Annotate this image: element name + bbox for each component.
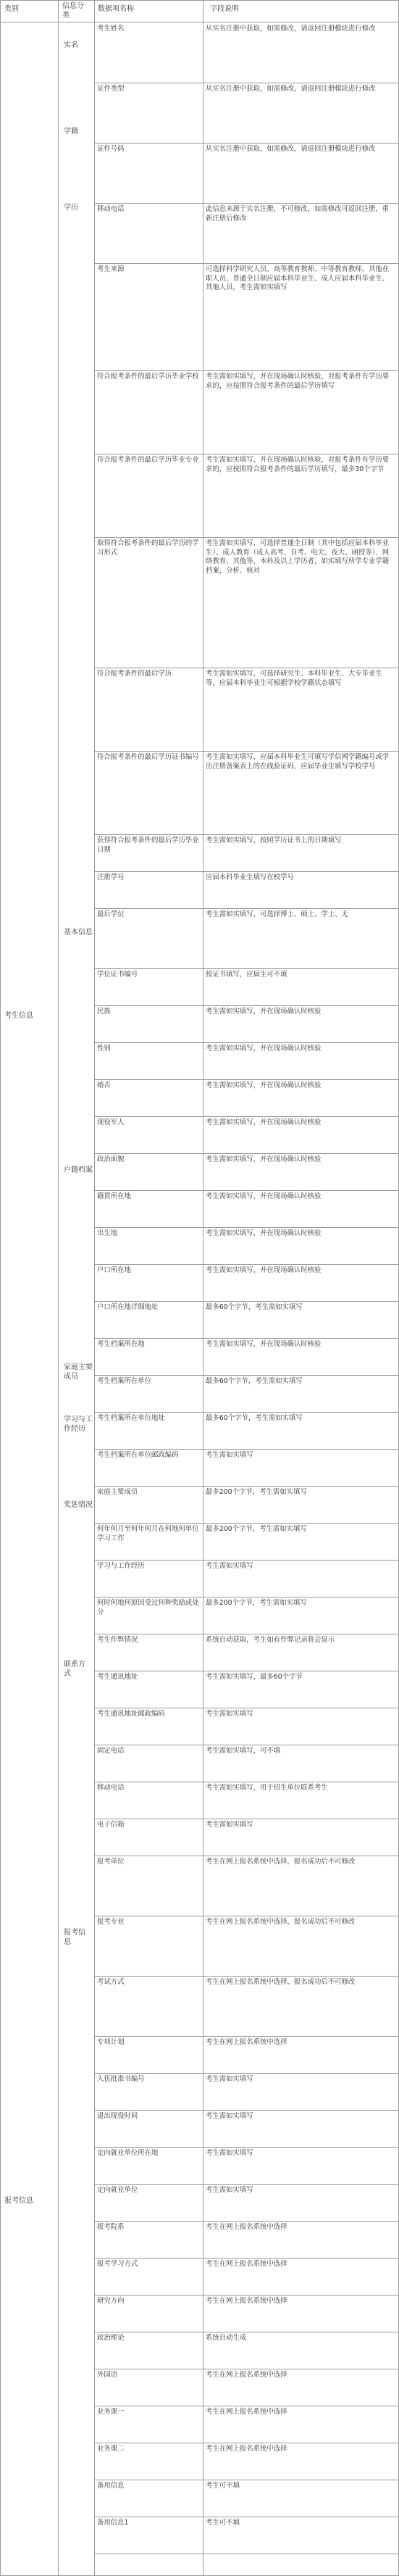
field-description-cell: 考生需如实填写，并在现场确认时核验，对报考条件有学历要求的，应按照符合报考条件的最后学历填写，最多30个字节: [206, 456, 390, 473]
field-description-cell: 最多200个字节，考生需如实填写: [206, 1525, 307, 1533]
header-description: 字段说明: [210, 5, 239, 13]
grid-line: [94, 537, 399, 538]
field-description-cell: 应届本科毕业生填写在校学号: [206, 873, 294, 881]
field-name-cell: 考生档案所在单位地址: [97, 1414, 165, 1422]
field-name-cell: 报考学习方式: [97, 2260, 138, 2268]
field-name-cell: 籍贯所在地: [97, 1192, 131, 1200]
field-name-cell: 考生通讯地址: [97, 1673, 138, 1681]
field-name-cell: 固定电话: [97, 1747, 125, 1755]
field-description-cell: 考生需如实填写: [206, 2075, 253, 2083]
field-description-cell: 考生需如实填写，最多60个字节: [206, 1673, 303, 1681]
field-description-cell: 最多60个字节，考生需如实填写: [206, 1377, 303, 1385]
field-description-cell: 考生需如实填写，并在现场确认时核验: [206, 1007, 322, 1015]
field-description-cell: 考生在网上报名系统中选择，报名成功后不可修改: [206, 1918, 356, 1926]
category-study-work: 学习与工作经历: [64, 1416, 93, 1433]
grid-line: [94, 1264, 399, 1265]
header-info-class: 信息分类: [62, 2, 84, 20]
grid-line: [94, 1338, 399, 1339]
field-name-cell: 户口所在地详细地址: [97, 1303, 159, 1311]
field-name-cell: 学位证书编号: [97, 971, 138, 979]
grid-line: [94, 1486, 399, 1487]
field-description-cell: 考生需如实填写: [206, 2186, 253, 2194]
field-description-cell: 考生需如实填写，并在现场确认时核验: [206, 1081, 322, 1089]
field-description-cell: 考生需如实填写，并在现场确认时核验: [206, 1192, 322, 1200]
grid-line: [94, 1227, 399, 1228]
field-description-cell: 考生可不填: [206, 2519, 240, 2527]
grid-line: [94, 1412, 399, 1413]
field-name-cell: 最后学位: [97, 910, 125, 918]
field-description-cell: 考生需如实填写，并在现场确认时核验: [206, 1155, 322, 1163]
field-name-cell: 婚否: [97, 1081, 111, 1089]
field-description-cell: 考生在网上报名系统中选择，报名成功后不可修改: [206, 1858, 356, 1866]
field-name-cell: 民族: [97, 1007, 111, 1015]
grid-line: [94, 1079, 399, 1080]
field-name-cell: 报考专业: [97, 1918, 125, 1926]
field-name-cell: 备用信息1: [97, 2519, 129, 2527]
field-name-cell: 考生档案所在地: [97, 1340, 145, 1348]
grid-line: [94, 2110, 399, 2111]
grid-line: [94, 2258, 399, 2259]
field-description-cell: 系统自动生成: [206, 2334, 247, 2342]
field-description-cell: 考生在网上报名系统中选择: [206, 2408, 287, 2416]
field-description-cell: 考生在网上报名系统中选择: [206, 2445, 287, 2453]
grid-line: [94, 2073, 399, 2074]
grid-line: [94, 2036, 399, 2037]
field-description-cell: 此信息来源于实名注册，不可修改，如需修改可返回注册，重新注册后修改: [206, 205, 390, 223]
grid-line: [94, 263, 399, 264]
grid-line: [94, 1976, 399, 1977]
field-description-cell: 考生可不填: [206, 2482, 240, 2490]
field-description-cell: 考生需如实填写: [206, 2149, 253, 2157]
field-description-cell: 考生需如实填写，并在现场确认时核验: [206, 1229, 322, 1237]
grid-line: [0, 0, 399, 1]
field-name-cell: 何年何月至何年何月在何地何单位学习工作: [97, 1525, 199, 1542]
field-name-cell: 移动电话: [97, 1784, 125, 1792]
field-name-cell: 备用信息: [97, 2482, 125, 2490]
category-basic-info: 基本信息: [64, 928, 93, 936]
field-description-cell: 考生需如实填写，可选择普通全日制（其中包括应届本科毕业生）、成人教育（成人高考、自考、电大、夜大、函授等）、网络教育、其他等，本科及以上学历者，如实填写所学专业学籍档案，分析、核对: [206, 539, 390, 576]
category-family: 家庭主要成员: [64, 1363, 93, 1381]
field-name-cell: 电子信箱: [97, 1821, 125, 1829]
grid-line: [94, 0, 95, 2576]
field-name-cell: 符合报考条件的最后学历毕业专业: [97, 456, 199, 464]
category-household: 户籍档案: [64, 1166, 93, 1174]
field-name-cell: 报考单位: [97, 1858, 125, 1866]
field-description-cell: 从实名注册中获取，如需修改，请返回注册模块进行修改: [206, 145, 376, 153]
grid-line: [94, 1116, 399, 1117]
field-name-cell: 考生通讯地址邮政编码: [97, 1710, 165, 1718]
field-name-cell: 注册学号: [97, 873, 125, 881]
category-registration: 报考信息: [64, 1929, 85, 1946]
field-name-cell: 业务课一: [97, 2408, 125, 2416]
grid-line: [94, 2147, 399, 2148]
field-name-cell: 户口所在地: [97, 1266, 131, 1274]
field-name-cell: 家庭主要成员: [97, 1488, 138, 1496]
section-exam-info: 考生信息: [4, 1012, 33, 1020]
field-name-cell: 报考院系: [97, 2223, 125, 2231]
grid-line: [94, 1190, 399, 1191]
grid-line: [94, 1301, 399, 1302]
field-name-cell: 符合报考条件的最后学历毕业学校: [97, 373, 199, 381]
grid-line: [94, 1523, 399, 1524]
category-reward-punish: 奖惩情况: [64, 1501, 93, 1509]
field-description-cell: 最多60个字节，考生需如实填写: [206, 1414, 303, 1422]
grid-line: [94, 370, 399, 371]
field-description-cell: 考生需如实填写: [206, 1562, 253, 1570]
field-description-cell: 考生在网上报名系统中选择: [206, 2297, 287, 2305]
category-education: 学历: [64, 204, 78, 212]
field-description-cell: 考生需如实填写，并在现场确认时核验: [206, 1340, 322, 1348]
grid-line: [94, 203, 399, 204]
field-name-cell: 考生作弊情况: [97, 1636, 138, 1644]
field-description-cell: 考生需如实填写: [206, 1710, 253, 1718]
field-description-cell: 考生需如实填写，按照学历证书上的日期填写: [206, 836, 342, 844]
grid-line: [94, 1560, 399, 1561]
field-name-cell: 证件类型: [97, 85, 125, 93]
grid-line: [58, 0, 59, 2576]
field-name-cell: 专项计划: [97, 2038, 125, 2046]
field-name-cell: 获得符合报考条件的最后学历毕业日期: [97, 836, 199, 854]
field-description-cell: 最多60个字节，考生需如实填写: [206, 1303, 303, 1311]
field-name-cell: 政治理论: [97, 2334, 125, 2342]
section-registration-info: 报考信息: [4, 2197, 33, 2205]
field-description-cell: 系统自动获取，考生如有作弊记录将会显示: [206, 1636, 335, 1644]
grid-line: [94, 1005, 399, 1006]
grid-line: [94, 1042, 399, 1043]
header-category: 类别: [4, 5, 19, 13]
grid-line: [94, 1375, 399, 1376]
field-name-cell: 研究方向: [97, 2297, 125, 2305]
grid-line: [94, 2184, 399, 2185]
field-description-cell: 考生在网上报名系统中选择: [206, 2038, 287, 2046]
grid-line: [94, 834, 399, 835]
field-description-cell: 从实名注册中获取，如需修改，请返回注册模块进行修改: [206, 25, 376, 33]
field-description-cell: 最多200个字节，考生需如实填写: [206, 1599, 307, 1607]
field-description-cell: 考生需如实填写，可选择博士、硕士、学士、无: [206, 910, 348, 918]
field-name-cell: 入伍批准书编号: [97, 2075, 145, 2083]
field-description-cell: 从实名注册中获取，如需修改，请返回注册模块进行修改: [206, 85, 376, 93]
field-name-cell: 取得符合报考条件的最后学历的学习形式: [97, 539, 199, 557]
field-description-cell: 考生需如实填写: [206, 1821, 253, 1829]
field-description-cell: 考生在网上报名系统中选择: [206, 2260, 287, 2268]
field-name-cell: 业务课二: [97, 2445, 125, 2453]
field-name-cell: 退出现役时间: [97, 2112, 138, 2120]
grid-line: [94, 908, 399, 909]
field-description-cell: 最多200个字节，考生需如实填写: [206, 1488, 307, 1496]
field-description-cell: 考生需如实填写，并在现场确认时核验，对报考条件有学历要求的，应按照符合报考条件的最后学历填写: [206, 373, 390, 390]
field-name-cell: 移动电话: [97, 205, 125, 213]
field-name-cell: 定向就业单位所在地: [97, 2149, 159, 2157]
field-description-cell: 考生需如实填写，并在现场确认时核验: [206, 1044, 322, 1052]
field-description-cell: 按证书填写，应届生可不填: [206, 971, 287, 979]
category-real-name: 实名: [64, 41, 78, 49]
field-description-cell: 可选择科学研究人员、高等教育教师、中等教育教师、其他在职人员、普通全日制应届本科毕业生、成人应届本科毕业生、其他人员，考生需如实填写: [206, 265, 390, 292]
category-contact: 联系方式: [64, 1661, 85, 1678]
grid-line: [94, 871, 399, 872]
field-name-cell: 政治面貌: [97, 1155, 125, 1163]
field-description-cell: 考生需如实填写，可不填: [206, 1747, 281, 1755]
field-name-cell: 考试方式: [97, 1978, 125, 1986]
field-name-cell: 证件号码: [97, 145, 125, 153]
grid-line: [94, 1449, 399, 1450]
grid-line: [94, 143, 399, 144]
field-name-cell: 考生档案所在单位邮政编码: [97, 1451, 179, 1459]
grid-line: [94, 968, 399, 969]
field-description-cell: 考生需如实填写，应届本科毕业生可填写学信网学籍编号或学历注册备案表上的在线验证码，应届毕业生填写学校学号: [206, 753, 390, 770]
field-name-cell: 出生地: [97, 1229, 118, 1237]
field-name-cell: 符合报考条件的最后学历证书编号: [97, 753, 199, 761]
field-name-cell: 何时何地何原因受过何种奖励或处分: [97, 1599, 199, 1616]
grid-line: [94, 1153, 399, 1154]
field-name-cell: 外国语: [97, 2371, 118, 2379]
field-name-cell: 现役军人: [97, 1118, 125, 1126]
field-name-cell: 符合报考条件的最后学历: [97, 670, 172, 678]
grid-line: [94, 751, 399, 752]
field-name-cell: 性别: [97, 1044, 111, 1052]
field-description-cell: 考生在网上报名系统中选择: [206, 2223, 287, 2231]
field-description-cell: 考生在网上报名系统中选择: [206, 2371, 287, 2379]
field-description-cell: 考生需如实填写，可选择研究生、本科毕业生、大专毕业生等，应届本科毕业生可根据学校学籍状态填写: [206, 670, 382, 687]
field-description-cell: 考生需如实填写，并在现场确认时核验: [206, 1266, 322, 1274]
field-name-cell: 定向就业单位: [97, 2186, 138, 2194]
category-student-status: 学籍: [64, 128, 78, 136]
field-description-cell: 考生需如实填写，用于招生单位联系考生: [206, 1784, 328, 1792]
field-name-cell: 学习与工作经历: [97, 1562, 145, 1570]
field-name-cell: 考生档案所在单位: [97, 1377, 152, 1385]
field-name-cell: 考生来源: [97, 265, 125, 273]
grid-line: [0, 0, 1, 2576]
field-description-cell: 考生需如实填写: [206, 1451, 253, 1459]
field-description-cell: 考生需如实填写: [206, 2112, 253, 2120]
field-description-cell: 考生需如实填写，并在现场确认时核验: [206, 1118, 322, 1126]
header-field-name: 数据项名称: [98, 5, 134, 13]
field-description-cell: 考生在网上报名系统中选择，报名成功后不可修改: [206, 1978, 356, 1986]
grid-line: [94, 2221, 399, 2222]
field-name-cell: 考生姓名: [97, 25, 125, 33]
